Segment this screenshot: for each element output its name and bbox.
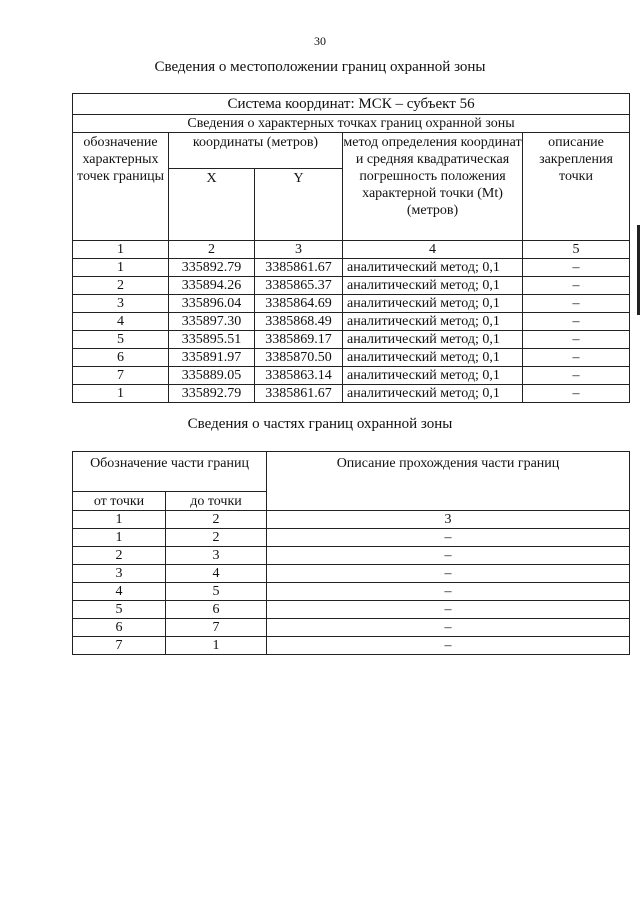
table1-subheader-row	[73, 115, 630, 133]
point-cell: 7	[73, 367, 169, 385]
table-row	[73, 565, 630, 583]
table-row	[73, 295, 630, 313]
table-row	[73, 637, 630, 655]
table-row	[73, 547, 630, 565]
point-cell: 6	[73, 349, 169, 367]
boundary-parts-table	[72, 451, 630, 655]
part-desc-cell: –	[267, 547, 630, 565]
table-row	[73, 331, 630, 349]
point-cell: 4	[73, 313, 169, 331]
y-cell: 3385861.67	[255, 259, 343, 277]
part-desc-cell: –	[267, 619, 630, 637]
y-cell: 3385863.14	[255, 367, 343, 385]
table2-body	[73, 529, 630, 655]
table-row	[73, 583, 630, 601]
col-from-header: от точки	[73, 492, 166, 511]
part-desc-cell: –	[267, 565, 630, 583]
x-cell: 335889.05	[169, 367, 255, 385]
table-row	[73, 313, 630, 331]
x-cell: 335896.04	[169, 295, 255, 313]
x-cell: 335892.79	[169, 385, 255, 403]
x-cell: 335894.26	[169, 277, 255, 295]
part-desc-cell: –	[267, 583, 630, 601]
to-cell: 5	[166, 583, 267, 601]
point-cell: 3	[73, 295, 169, 313]
col-desc-header: описание закрепления точки	[523, 133, 630, 241]
point-cell: 1	[73, 385, 169, 403]
col-number: 3	[255, 241, 343, 259]
to-cell: 3	[166, 547, 267, 565]
part-desc-cell: –	[267, 529, 630, 547]
y-cell: 3385870.50	[255, 349, 343, 367]
method-cell: аналитический метод; 0,1	[343, 259, 523, 277]
table-row	[73, 259, 630, 277]
col-number: 4	[343, 241, 523, 259]
y-cell: 3385869.17	[255, 331, 343, 349]
desc-cell: –	[523, 331, 630, 349]
table1-col-numbers-row	[73, 241, 630, 259]
table-row	[73, 349, 630, 367]
method-cell: аналитический метод; 0,1	[343, 331, 523, 349]
y-cell: 3385868.49	[255, 313, 343, 331]
from-cell: 3	[73, 565, 166, 583]
to-cell: 7	[166, 619, 267, 637]
from-cell: 1	[73, 529, 166, 547]
section2-title: Сведения о частях границ охранной зоны	[187, 416, 453, 432]
to-cell: 2	[166, 529, 267, 547]
points-subheader: Сведения о характерных точках границ охранной зоны	[73, 115, 630, 133]
x-cell: 335897.30	[169, 313, 255, 331]
y-cell: 3385861.67	[255, 385, 343, 403]
part-desc-cell: –	[267, 637, 630, 655]
col-number: 2	[166, 511, 267, 529]
from-cell: 4	[73, 583, 166, 601]
section1-title: Сведения о местоположении границ охранной зоны	[154, 59, 486, 75]
col-coords-header: координаты (метров)	[169, 133, 343, 169]
table-row	[73, 277, 630, 295]
table1-header-row	[73, 133, 630, 169]
method-cell: аналитический метод; 0,1	[343, 349, 523, 367]
from-cell: 2	[73, 547, 166, 565]
desc-cell: –	[523, 349, 630, 367]
table-row	[73, 367, 630, 385]
col-point-header: обозначение характерных точек границы	[73, 133, 169, 241]
table-row	[73, 385, 630, 403]
y-cell: 3385865.37	[255, 277, 343, 295]
table1-system-row	[73, 94, 630, 115]
col-y-header: Y	[255, 169, 343, 241]
table2-col-numbers-row	[73, 511, 630, 529]
col-method-header: метод определения координат и средняя квадратическая погрешность положения характерной точки (Mt) (метров)	[343, 133, 523, 241]
boundary-points-table	[72, 93, 630, 403]
y-cell: 3385864.69	[255, 295, 343, 313]
coordinate-system-header: Система координат: МСК – субъект 56	[73, 94, 630, 115]
from-cell: 7	[73, 637, 166, 655]
col-number: 1	[73, 241, 169, 259]
desc-cell: –	[523, 277, 630, 295]
method-cell: аналитический метод; 0,1	[343, 385, 523, 403]
method-cell: аналитический метод; 0,1	[343, 313, 523, 331]
col-number: 5	[523, 241, 630, 259]
x-cell: 335895.51	[169, 331, 255, 349]
desc-cell: –	[523, 259, 630, 277]
page-number: 30	[314, 34, 326, 48]
point-cell: 5	[73, 331, 169, 349]
method-cell: аналитический метод; 0,1	[343, 277, 523, 295]
col-number: 3	[267, 511, 630, 529]
to-cell: 4	[166, 565, 267, 583]
to-cell: 6	[166, 601, 267, 619]
from-cell: 5	[73, 601, 166, 619]
x-cell: 335891.97	[169, 349, 255, 367]
desc-cell: –	[523, 367, 630, 385]
desc-cell: –	[523, 313, 630, 331]
desc-cell: –	[523, 385, 630, 403]
col-number: 2	[169, 241, 255, 259]
table-row	[73, 601, 630, 619]
col-part-desc-header: Описание прохождения части границ	[267, 452, 630, 511]
part-desc-cell: –	[267, 601, 630, 619]
col-to-header: до точки	[166, 492, 267, 511]
col-part-header: Обозначение части границ	[73, 452, 267, 492]
x-cell: 335892.79	[169, 259, 255, 277]
from-cell: 6	[73, 619, 166, 637]
col-number: 1	[73, 511, 166, 529]
point-cell: 2	[73, 277, 169, 295]
method-cell: аналитический метод; 0,1	[343, 295, 523, 313]
desc-cell: –	[523, 295, 630, 313]
table-row	[73, 619, 630, 637]
method-cell: аналитический метод; 0,1	[343, 367, 523, 385]
table-row	[73, 529, 630, 547]
table1-body	[73, 259, 630, 403]
col-x-header: X	[169, 169, 255, 241]
point-cell: 1	[73, 259, 169, 277]
to-cell: 1	[166, 637, 267, 655]
table2-header-row	[73, 452, 630, 492]
